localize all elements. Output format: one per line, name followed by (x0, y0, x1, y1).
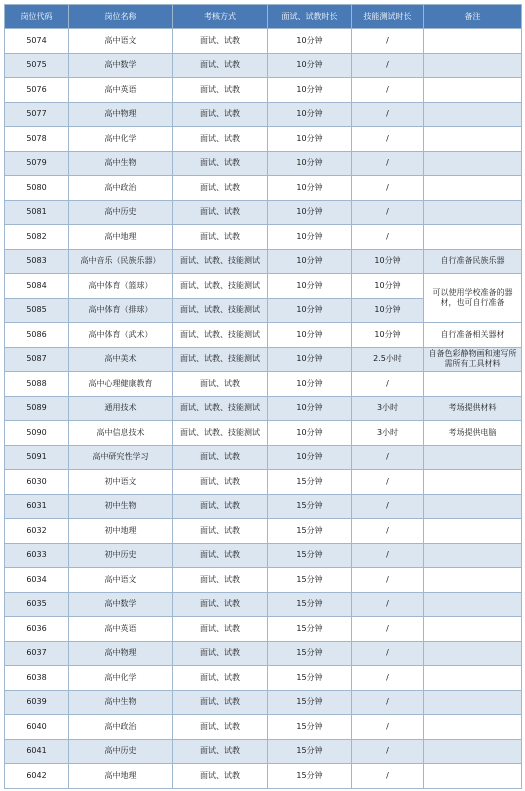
cell-method: 面试、试教 (173, 739, 268, 764)
cell-note (424, 200, 522, 225)
cell-name: 高中物理 (69, 102, 173, 127)
cell-duration: 10分钟 (268, 151, 352, 176)
cell-skill: / (352, 372, 424, 397)
cell-name: 高中地理 (69, 764, 173, 789)
cell-note (424, 372, 522, 397)
cell-code: 5091 (5, 445, 69, 470)
cell-skill: / (352, 592, 424, 617)
cell-code: 6039 (5, 690, 69, 715)
cell-skill: / (352, 764, 424, 789)
cell-code: 5082 (5, 225, 69, 250)
cell-name: 高中心理健康教育 (69, 372, 173, 397)
cell-name: 高中研究性学习 (69, 445, 173, 470)
cell-duration: 15分钟 (268, 764, 352, 789)
cell-code: 5089 (5, 396, 69, 421)
table-row (5, 592, 522, 617)
cell-skill: / (352, 690, 424, 715)
cell-method: 面试、试教 (173, 53, 268, 78)
cell-name: 高中英语 (69, 617, 173, 642)
table-header-row (5, 5, 522, 29)
table-row (5, 519, 522, 544)
cell-note (424, 641, 522, 666)
cell-name: 高中历史 (69, 200, 173, 225)
table-row (5, 764, 522, 789)
cell-name: 高中体育（武术） (69, 323, 173, 348)
cell-skill: / (352, 739, 424, 764)
cell-note (424, 543, 522, 568)
table-row (5, 666, 522, 691)
cell-note (424, 764, 522, 789)
cell-name: 高中物理 (69, 641, 173, 666)
table-row (5, 543, 522, 568)
cell-method: 面试、试教 (173, 102, 268, 127)
cell-note (424, 739, 522, 764)
cell-duration: 10分钟 (268, 53, 352, 78)
cell-duration: 15分钟 (268, 494, 352, 519)
cell-skill: 3小时 (352, 396, 424, 421)
cell-method: 面试、试教 (173, 200, 268, 225)
cell-skill: / (352, 176, 424, 201)
cell-name: 高中化学 (69, 127, 173, 152)
cell-duration: 10分钟 (268, 298, 352, 323)
cell-method: 面试、试教 (173, 494, 268, 519)
cell-note (424, 151, 522, 176)
cell-duration: 10分钟 (268, 347, 352, 372)
header-note: 备注 (424, 5, 522, 29)
cell-name: 高中体育（排球） (69, 298, 173, 323)
cell-name: 高中美术 (69, 347, 173, 372)
cell-name: 通用技术 (69, 396, 173, 421)
cell-note (424, 519, 522, 544)
cell-skill: / (352, 151, 424, 176)
cell-skill: / (352, 666, 424, 691)
cell-name: 初中地理 (69, 519, 173, 544)
cell-code: 6042 (5, 764, 69, 789)
cell-note: 可以使用学校准备的器材，也可自行准备 (424, 274, 522, 323)
table-row (5, 421, 522, 446)
table-row (5, 739, 522, 764)
cell-method: 面试、试教 (173, 641, 268, 666)
cell-code: 5080 (5, 176, 69, 201)
cell-name: 高中历史 (69, 739, 173, 764)
cell-skill: / (352, 715, 424, 740)
cell-name: 高中地理 (69, 225, 173, 250)
cell-skill: 10分钟 (352, 323, 424, 348)
cell-name: 初中生物 (69, 494, 173, 519)
cell-name: 高中化学 (69, 666, 173, 691)
cell-skill: 2.5小时 (352, 347, 424, 372)
cell-note (424, 592, 522, 617)
cell-name: 高中信息技术 (69, 421, 173, 446)
cell-code: 5075 (5, 53, 69, 78)
cell-code: 6032 (5, 519, 69, 544)
cell-name: 高中数学 (69, 53, 173, 78)
table-row (5, 225, 522, 250)
cell-note: 考场提供材料 (424, 396, 522, 421)
cell-code: 6038 (5, 666, 69, 691)
table-row (5, 29, 522, 54)
table-row (5, 53, 522, 78)
cell-method: 面试、试教 (173, 372, 268, 397)
position-table (4, 4, 522, 789)
cell-name: 高中数学 (69, 592, 173, 617)
cell-skill: / (352, 102, 424, 127)
cell-code: 5083 (5, 249, 69, 274)
cell-duration: 15分钟 (268, 568, 352, 593)
cell-note (424, 445, 522, 470)
cell-duration: 15分钟 (268, 666, 352, 691)
cell-note (424, 102, 522, 127)
cell-note: 自备色彩静物画和速写所需所有工具材料 (424, 347, 522, 372)
cell-method: 面试、试教 (173, 78, 268, 103)
cell-method: 面试、试教 (173, 592, 268, 617)
cell-note (424, 29, 522, 54)
cell-duration: 10分钟 (268, 176, 352, 201)
cell-method: 面试、试教 (173, 29, 268, 54)
table-row (5, 494, 522, 519)
cell-duration: 10分钟 (268, 225, 352, 250)
cell-name: 高中体育（篮球） (69, 274, 173, 299)
cell-skill: / (352, 53, 424, 78)
cell-method: 面试、试教 (173, 715, 268, 740)
table-row (5, 323, 522, 348)
cell-duration: 10分钟 (268, 127, 352, 152)
cell-duration: 10分钟 (268, 249, 352, 274)
cell-note (424, 78, 522, 103)
cell-skill: 10分钟 (352, 249, 424, 274)
cell-code: 5086 (5, 323, 69, 348)
cell-skill: 10分钟 (352, 298, 424, 323)
cell-note: 自行准备相关器材 (424, 323, 522, 348)
cell-duration: 10分钟 (268, 102, 352, 127)
cell-code: 6031 (5, 494, 69, 519)
cell-note (424, 53, 522, 78)
cell-duration: 10分钟 (268, 200, 352, 225)
table-row (5, 249, 522, 274)
cell-duration: 10分钟 (268, 396, 352, 421)
cell-skill: / (352, 29, 424, 54)
table-row (5, 78, 522, 103)
cell-duration: 15分钟 (268, 543, 352, 568)
cell-method: 面试、试教、技能测试 (173, 298, 268, 323)
header-duration: 面试、试教时长 (268, 5, 352, 29)
cell-method: 面试、试教 (173, 127, 268, 152)
cell-code: 5085 (5, 298, 69, 323)
cell-duration: 10分钟 (268, 421, 352, 446)
cell-name: 高中生物 (69, 690, 173, 715)
table-row (5, 372, 522, 397)
position-table-container (4, 4, 521, 789)
cell-method: 面试、试教 (173, 666, 268, 691)
cell-name: 初中历史 (69, 543, 173, 568)
cell-method: 面试、试教 (173, 568, 268, 593)
table-row (5, 347, 522, 372)
cell-method: 面试、试教 (173, 764, 268, 789)
table-row (5, 127, 522, 152)
cell-note (424, 225, 522, 250)
cell-name: 高中语文 (69, 29, 173, 54)
cell-duration: 10分钟 (268, 29, 352, 54)
cell-duration: 15分钟 (268, 641, 352, 666)
cell-name: 高中音乐（民族乐器） (69, 249, 173, 274)
cell-note (424, 176, 522, 201)
cell-duration: 15分钟 (268, 739, 352, 764)
cell-code: 5079 (5, 151, 69, 176)
table-row (5, 151, 522, 176)
cell-note (424, 690, 522, 715)
cell-code: 6041 (5, 739, 69, 764)
cell-name: 高中政治 (69, 176, 173, 201)
table-row (5, 690, 522, 715)
cell-method: 面试、试教、技能测试 (173, 323, 268, 348)
cell-skill: / (352, 470, 424, 495)
cell-method: 面试、试教 (173, 445, 268, 470)
cell-method: 面试、试教 (173, 225, 268, 250)
table-row (5, 617, 522, 642)
cell-code: 5090 (5, 421, 69, 446)
cell-method: 面试、试教、技能测试 (173, 421, 268, 446)
table-body (5, 29, 522, 789)
cell-code: 5076 (5, 78, 69, 103)
header-name: 岗位名称 (69, 5, 173, 29)
header-skill: 技能测试时长 (352, 5, 424, 29)
cell-duration: 15分钟 (268, 592, 352, 617)
table-row (5, 641, 522, 666)
table-row (5, 445, 522, 470)
cell-method: 面试、试教 (173, 690, 268, 715)
cell-name: 高中生物 (69, 151, 173, 176)
table-row (5, 396, 522, 421)
cell-skill: / (352, 445, 424, 470)
cell-name: 高中英语 (69, 78, 173, 103)
cell-note (424, 715, 522, 740)
cell-method: 面试、试教、技能测试 (173, 274, 268, 299)
cell-skill: 3小时 (352, 421, 424, 446)
cell-duration: 15分钟 (268, 519, 352, 544)
cell-duration: 15分钟 (268, 617, 352, 642)
cell-skill: / (352, 641, 424, 666)
cell-note: 考场提供电脑 (424, 421, 522, 446)
cell-skill: / (352, 127, 424, 152)
cell-skill: / (352, 78, 424, 103)
cell-note (424, 127, 522, 152)
cell-skill: / (352, 200, 424, 225)
cell-skill: / (352, 519, 424, 544)
cell-note (424, 494, 522, 519)
table-row (5, 274, 522, 299)
cell-skill: / (352, 494, 424, 519)
cell-method: 面试、试教、技能测试 (173, 396, 268, 421)
cell-code: 5078 (5, 127, 69, 152)
cell-code: 6034 (5, 568, 69, 593)
header-code: 岗位代码 (5, 5, 69, 29)
cell-code: 6037 (5, 641, 69, 666)
cell-method: 面试、试教 (173, 617, 268, 642)
cell-code: 5077 (5, 102, 69, 127)
cell-method: 面试、试教 (173, 543, 268, 568)
cell-note (424, 470, 522, 495)
cell-method: 面试、试教、技能测试 (173, 249, 268, 274)
cell-code: 6030 (5, 470, 69, 495)
cell-name: 高中政治 (69, 715, 173, 740)
cell-method: 面试、试教 (173, 176, 268, 201)
cell-duration: 10分钟 (268, 445, 352, 470)
cell-method: 面试、试教 (173, 470, 268, 495)
cell-name: 初中语文 (69, 470, 173, 495)
cell-duration: 15分钟 (268, 690, 352, 715)
cell-code: 5074 (5, 29, 69, 54)
table-row (5, 470, 522, 495)
table-row (5, 568, 522, 593)
table-row (5, 102, 522, 127)
cell-skill: / (352, 543, 424, 568)
cell-method: 面试、试教 (173, 519, 268, 544)
table-row (5, 176, 522, 201)
cell-duration: 15分钟 (268, 470, 352, 495)
cell-code: 6033 (5, 543, 69, 568)
header-method: 考核方式 (173, 5, 268, 29)
cell-skill: / (352, 225, 424, 250)
cell-note: 自行准备民族乐器 (424, 249, 522, 274)
cell-code: 5087 (5, 347, 69, 372)
cell-code: 5084 (5, 274, 69, 299)
cell-code: 5088 (5, 372, 69, 397)
cell-code: 6040 (5, 715, 69, 740)
cell-note (424, 568, 522, 593)
cell-skill: / (352, 617, 424, 642)
cell-skill: / (352, 568, 424, 593)
table-row (5, 715, 522, 740)
cell-skill: 10分钟 (352, 274, 424, 299)
cell-duration: 15分钟 (268, 715, 352, 740)
cell-duration: 10分钟 (268, 274, 352, 299)
cell-duration: 10分钟 (268, 78, 352, 103)
cell-note (424, 666, 522, 691)
cell-duration: 10分钟 (268, 372, 352, 397)
table-row (5, 200, 522, 225)
cell-code: 6036 (5, 617, 69, 642)
cell-duration: 10分钟 (268, 323, 352, 348)
cell-note (424, 617, 522, 642)
cell-name: 高中语文 (69, 568, 173, 593)
cell-code: 5081 (5, 200, 69, 225)
cell-method: 面试、试教、技能测试 (173, 347, 268, 372)
cell-method: 面试、试教 (173, 151, 268, 176)
cell-code: 6035 (5, 592, 69, 617)
